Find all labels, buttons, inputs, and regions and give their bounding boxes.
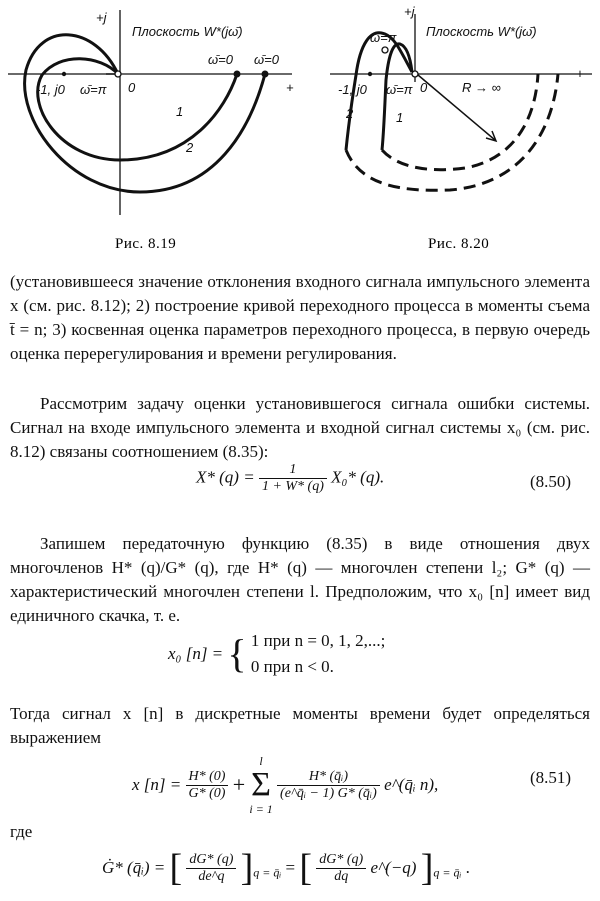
left-bracket: [ <box>169 847 183 889</box>
eq-numerator: dG* (q) <box>186 852 236 869</box>
curve-2-label: 2 <box>346 106 354 121</box>
eq-denominator: de^q <box>198 868 225 884</box>
dashed-arc-outer <box>346 74 558 190</box>
omega-pi-top-label: ω̄=π <box>370 30 397 45</box>
eq-rhs: X₀* (q). <box>331 467 385 487</box>
omega-pi-label: ω̄=π <box>80 82 107 97</box>
curve-1-label: 1 <box>176 104 184 119</box>
eq-plus: + <box>232 772 246 797</box>
eq-subscript-2: q = q̄ᵢ <box>433 865 462 880</box>
equation-number: (8.50) <box>530 472 572 491</box>
plane-title: Плоскость W*(jω̄) <box>132 24 243 39</box>
step-lhs: x₀ [n] = <box>168 644 224 663</box>
real-axis-label: + <box>576 66 584 81</box>
omega-zero-point-2 <box>262 71 269 78</box>
real-axis-label: + <box>286 80 294 95</box>
sigma-icon: Σ <box>251 766 271 803</box>
right-bracket: ] <box>420 847 434 889</box>
curve-1-label: 1 <box>396 110 404 125</box>
equation-8-50 <box>196 462 384 495</box>
sum-sign <box>249 754 272 816</box>
eq-lhs: Ġ* (q̄ᵢ) = <box>102 858 166 877</box>
right-bracket: ] <box>240 847 254 889</box>
eq-numerator: 1 <box>259 462 327 479</box>
equation-derivative <box>102 846 470 890</box>
omega-zero-label-2: ω̄=0 <box>254 52 279 67</box>
minus-one-point <box>368 72 372 76</box>
eq-denominator: dq <box>334 868 349 884</box>
eq-tail: e^(q̄ᵢ n), <box>384 775 439 794</box>
figure-8-20 <box>300 0 600 260</box>
paragraph-4: Тогда сигнал x [n] в дискретные моменты времени будет определяться выражением <box>10 704 590 747</box>
sum-lower: i = 1 <box>249 802 273 816</box>
sum-upper: l <box>259 754 263 768</box>
figure-caption: Рис. 8.19 <box>115 236 177 252</box>
paragraph-1: (установившееся значение отклонения входного сигнала импульсного элемента x (см. рис. 8.12); 2) построение кривой переходного процесса в моменты съема t̄ = n; 3) косвенная оценка параметров переходного процесса, в первую очередь оценка перерегулирования и времени регулирования. <box>10 272 590 363</box>
eq-numerator: H* (q̄ᵢ) <box>277 769 380 786</box>
step-case-2: 0 при n < 0. <box>250 657 334 676</box>
origin-label: 0 <box>420 80 428 95</box>
left-brace: { <box>227 631 247 676</box>
plane-title: Плоскость W*(jω̄) <box>426 24 537 39</box>
equation-8-51 <box>132 754 438 816</box>
omega-zero-label-1: ω̄=0 <box>208 52 233 67</box>
eq-lhs: X* (q) = <box>196 467 255 487</box>
eq-lhs: x [n] = <box>132 775 182 794</box>
omega-pi-axis-label: ω̄=π <box>386 82 413 97</box>
paragraph-2: Рассмотрим задачу оценки установившегося сигнала ошибки системы. Сигнал на входе импульсного элемента и входной сигнал системы x₀ (см. рис. 8.12) связаны соотношением (8.35): <box>10 394 590 461</box>
eq-numerator: dG* (q) <box>316 852 366 869</box>
figure-caption: Рис. 8.20 <box>428 236 490 252</box>
eq-subscript-1: q = q̄ᵢ <box>253 865 282 880</box>
radius-label: R → ∞ <box>462 80 501 95</box>
imag-axis-label: +j <box>96 10 107 25</box>
eq-fraction-1 <box>186 769 229 802</box>
where-word: где <box>10 822 33 841</box>
minus-one-point <box>62 72 66 76</box>
figure-8-19 <box>0 0 300 260</box>
eq-denominator: 1 + W* (q) <box>261 479 324 494</box>
step-case-1: 1 при n = 0, 1, 2,...; <box>250 631 386 650</box>
eq-numerator: H* (0) <box>186 769 229 786</box>
step-function <box>168 628 385 680</box>
minus-one-label: -1, j0 <box>338 82 367 97</box>
omega-pi-point <box>382 47 388 53</box>
eq-denominator: (e^q̄ᵢ − 1) G* (q̄ᵢ) <box>280 785 377 801</box>
step-cases <box>251 628 386 680</box>
eq-exp: e^(−q) <box>370 858 417 877</box>
equation-number: (8.51) <box>530 768 572 787</box>
eq-fraction-2 <box>316 852 366 885</box>
origin-point <box>412 71 418 77</box>
eq-equals: = <box>285 858 296 877</box>
omega-zero-point-1 <box>234 71 241 78</box>
left-bracket: [ <box>299 847 313 889</box>
imag-axis-label: +j <box>404 4 415 19</box>
eq-denominator: G* (0) <box>188 785 226 801</box>
origin-point <box>115 71 121 77</box>
eq-fraction-1 <box>186 852 236 885</box>
minus-one-label: -1, j0 <box>36 82 65 97</box>
paragraph-3: Запишем передаточную функцию (8.35) в виде отношения двух многочленов H* (q)/G* (q), где H* (q) — многочлен степени l₂; G* (q) — характеристический многочлен степени l. Предположим, что x₀ [n] имеет вид единичного скачка, т. е. <box>10 534 590 625</box>
eq-fraction <box>259 462 327 495</box>
eq-fraction-2 <box>277 769 380 802</box>
origin-label: 0 <box>128 80 136 95</box>
curve-2-label: 2 <box>186 140 194 155</box>
eq-end: . <box>465 858 470 877</box>
